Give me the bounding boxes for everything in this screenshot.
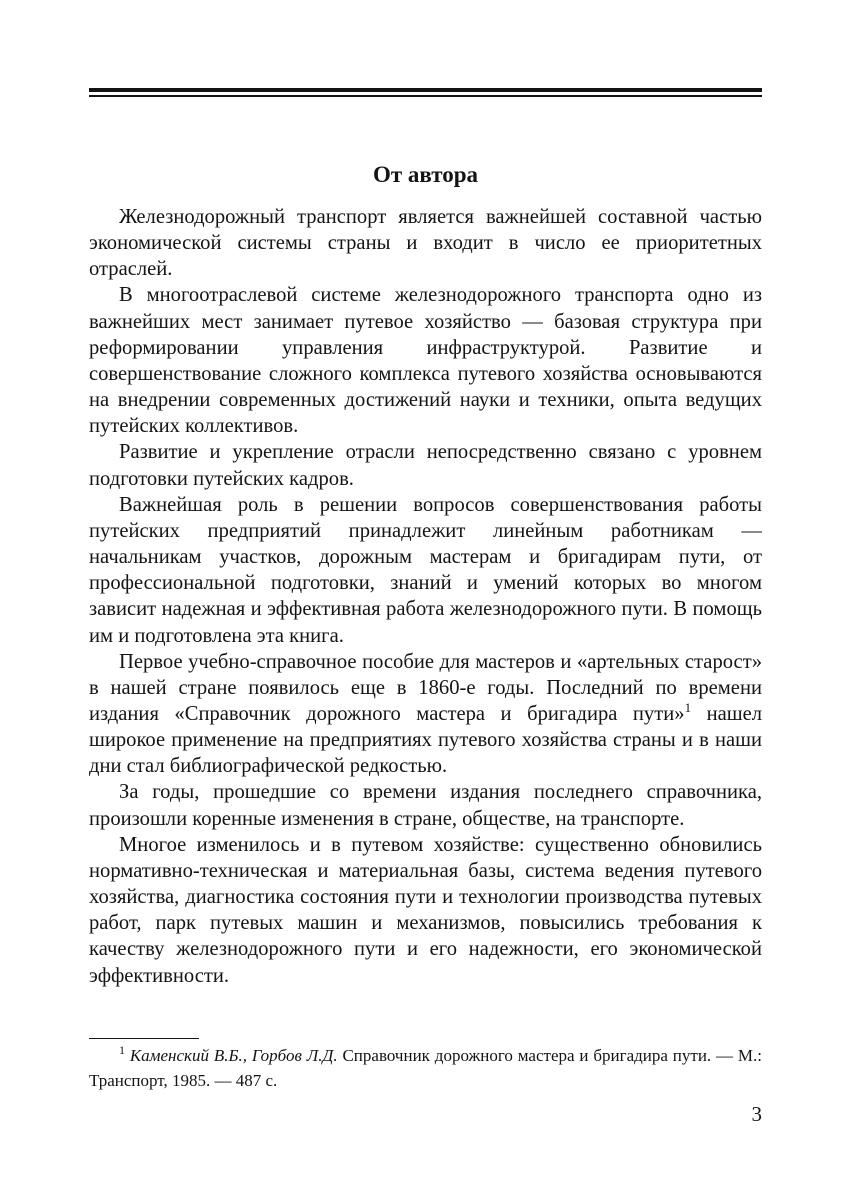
- footnote-authors: Каменский В.Б., Горбов Л.Д.: [129, 1046, 338, 1065]
- footnote-citation: Справочник дорожного мастера и бригадира пути. — М.: Транспорт, 1985. — 487 с.: [89, 1046, 762, 1090]
- paragraph-7: Многое изменилось и в путевом хозяйстве: существенно обновились нормативно-техническая и материальная базы, система ведения путевого хозяйства, диагностика состояния пути и технологии производства путевых работ, парк путевых машин и механизмов, повысились требования к качеству железнодорожного пути и его надежности, его экономической эффективности.: [89, 833, 762, 987]
- footnote: [89, 1044, 762, 1093]
- paragraph-2: В многоотраслевой системе железнодорожного транспорта одно из важнейших мест занимает путевое хозяйство — базовая структура при реформировании управления инфраструктурой. Развитие и совершенствование сложного комплекса путевого хозяйства основываются на внедрении современных достижений науки и техники, опыта ведущих путейских коллективов.: [89, 284, 762, 438]
- paragraph-3: Развитие и укрепление отрасли непосредственно связано с уровнем подготовки путейских кадров.: [89, 441, 762, 490]
- paragraph-5-text-before: Первое учебно-справочное пособие для мастеров и «артельных старост» в нашей стране появилось еще в 1860-е годы. Последний по времени издания «Справочник дорожного мастера и бригадира пути»: [89, 650, 762, 725]
- footnote-separator: [89, 1038, 199, 1039]
- page-number: 3: [751, 1102, 762, 1126]
- paragraph-1: Железнодорожный транспорт является важнейшей составной частью экономической системы страны и входит в число ее приоритетных отраслей.: [89, 206, 762, 281]
- paragraph-6: За годы, прошедшие со времени издания последнего справочника, произошли коренные изменения в стране, обществе, на транспорте.: [89, 781, 762, 830]
- body-text: [89, 204, 762, 989]
- paragraph-5-text-after: нашел широкое применение на предприятиях путевого хозяйства страны и в наши дни стал библиографической редкостью.: [89, 702, 763, 778]
- paragraph-5: [89, 649, 762, 780]
- footnote-number: 1: [119, 1043, 125, 1057]
- paragraph-4: Важнейшая роль в решении вопросов совершенствования работы путейских предприятий принадлежит линейным работникам — начальникам участков, дорожным мастерам и бригадирам пути, от профессиональной подготовки, знаний и умений которых во многом зависит надежная и эффективная работа железнодорожного пути. В помощь им и подготовлена эта книга.: [89, 493, 762, 647]
- header-double-rule: [89, 88, 762, 97]
- page-heading: От автора: [372, 162, 479, 187]
- header-rule-thick: [89, 88, 762, 92]
- header-rule-thin: [89, 95, 762, 97]
- footnote-reference-mark[interactable]: 1: [684, 699, 692, 715]
